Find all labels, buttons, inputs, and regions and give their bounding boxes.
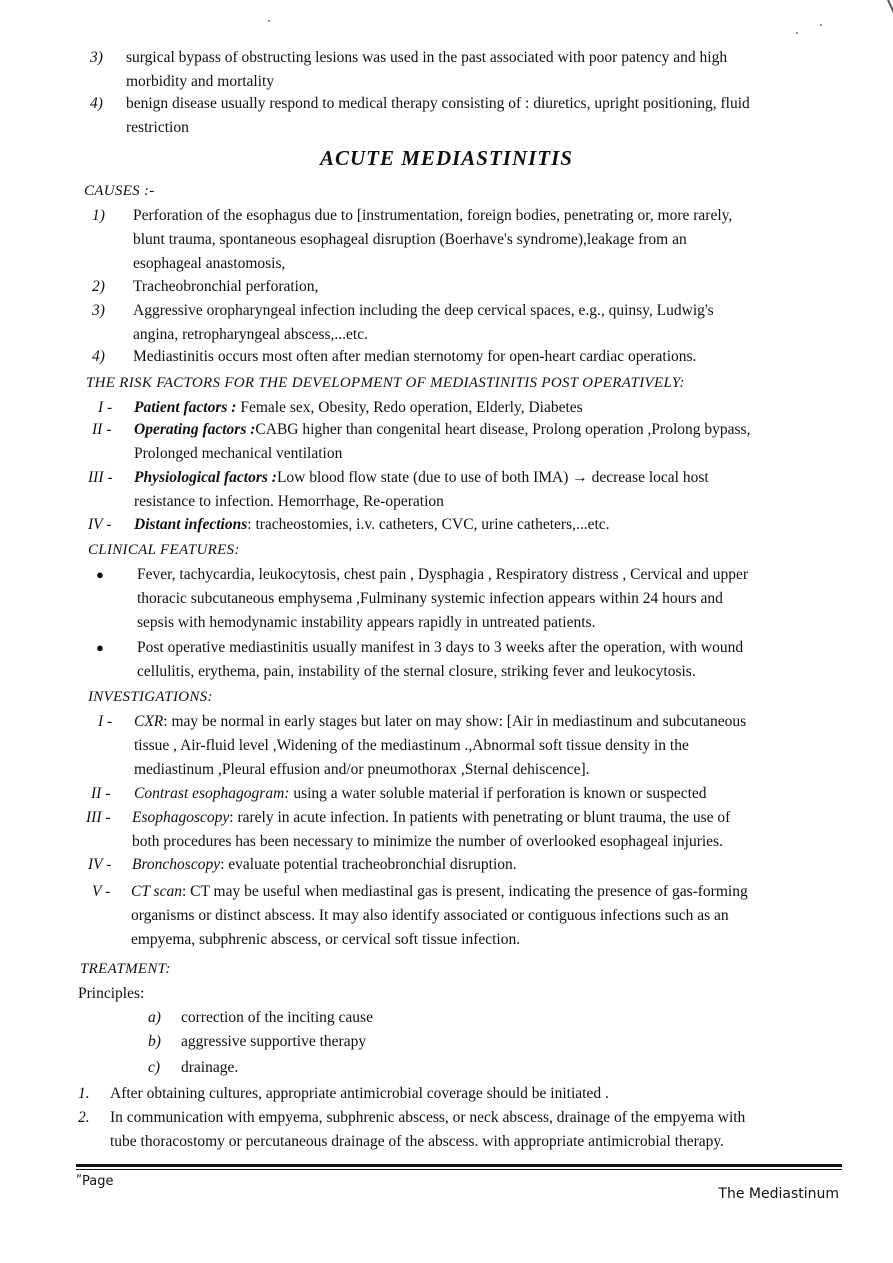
section-heading: THE RISK FACTORS FOR THE DEVELOPMENT OF MEDIASTINITIS POST OPERATIVELY: [86, 375, 685, 391]
list-number: IV - [88, 516, 112, 533]
item-label: Operating factors : [134, 421, 256, 438]
list-number: II - [91, 785, 111, 802]
list-line: esophageal anastomosis, [133, 255, 286, 272]
section-heading: INVESTIGATIONS: [88, 689, 213, 705]
list-line [134, 710, 746, 734]
item-text: Low blood flow state (due to use of both IMA) → decrease local host [276, 469, 709, 486]
list-line: After obtaining cultures, appropriate antimicrobial coverage should be initiated . [110, 1085, 609, 1102]
list-line: mediastinum ,Pleural effusion and/or pneumothorax ,Sternal dehiscence]. [134, 761, 590, 778]
item-label: CXR [134, 713, 164, 730]
list-line: Fever, tachycardia, leukocytosis, chest pain , Dysphagia , Respiratory distress , Cervical and upper [137, 566, 749, 583]
list-line: sepsis with hemodynamic instability appears rapidly in untreated patients. [137, 614, 596, 631]
list-line [131, 880, 748, 904]
list-line: aggressive supportive therapy [181, 1033, 367, 1050]
footer-divider [76, 1169, 842, 1170]
list-number: I - [98, 399, 113, 416]
list-line [134, 466, 709, 490]
list-number: 4) [92, 348, 105, 365]
list-line [134, 396, 583, 420]
list-line: resistance to infection. Hemorrhage, Re-operation [134, 493, 444, 510]
list-line: restriction [126, 119, 189, 136]
list-number: V - [92, 883, 111, 900]
list-line [132, 853, 517, 877]
list-line: In communication with empyema, subphrenic abscess, or neck abscess, drainage of the empyema with [110, 1109, 746, 1126]
scan-dot [796, 32, 798, 34]
section-heading: CLINICAL FEATURES: [88, 542, 240, 558]
list-line [134, 782, 707, 806]
list-line [132, 806, 730, 830]
page-number: ʺPage [76, 1174, 114, 1189]
list-line: blunt trauma, spontaneous esophageal disruption (Boerhave's syndrome),leakage from an [133, 231, 687, 248]
list-line: cellulitis, erythema, pain, instability of the sternal closure, striking fever and leukocytosis. [137, 663, 696, 680]
list-number: 2. [78, 1109, 90, 1126]
list-number: I - [98, 713, 113, 730]
list-line: Prolonged mechanical ventilation [134, 445, 343, 462]
chapter-title: The Mediastinum [718, 1186, 839, 1202]
item-label: Esophagoscopy [132, 809, 230, 826]
principles-label: Principles: [78, 985, 145, 1002]
list-number: III - [86, 809, 111, 826]
list-number: 1. [78, 1085, 90, 1102]
list-number: 4) [90, 95, 103, 112]
list-line: correction of the inciting cause [181, 1009, 373, 1026]
item-label: Contrast esophagogram: [134, 785, 290, 802]
item-text: using a water soluble material if perforation is known or suspected [289, 785, 707, 802]
list-number: a) [148, 1009, 161, 1026]
item-text: : CT may be useful when mediastinal gas is present, indicating the presence of gas-forming [181, 883, 748, 900]
footer-divider [76, 1164, 842, 1167]
list-line [134, 513, 610, 537]
list-line: Mediastinitis occurs most often after median sternotomy for open-heart cardiac operations. [133, 348, 697, 365]
list-line: tissue , Air-fluid level ,Widening of the mediastinum .,Abnormal soft tissue density in the [134, 737, 689, 754]
item-label: Distant infections [134, 516, 248, 533]
list-line: drainage. [181, 1059, 239, 1076]
bullet-icon: ● [96, 567, 104, 582]
item-label: Bronchoscopy [132, 856, 221, 873]
list-line: morbidity and mortality [126, 73, 275, 90]
item-label: Patient factors : [134, 399, 237, 416]
list-line: Perforation of the esophagus due to [instrumentation, foreign bodies, penetrating or, more rarely, [133, 207, 733, 224]
list-line: tube thoracostomy or percutaneous drainage of the abscess. with appropriate antimicrobial therapy. [110, 1133, 725, 1150]
section-heading: TREATMENT: [80, 961, 171, 977]
list-number: 3) [90, 49, 103, 66]
item-text: : tracheostomies, i.v. catheters, CVC, urine catheters,...etc. [247, 516, 610, 533]
list-number: III - [88, 469, 113, 486]
section-heading: CAUSES :- [84, 183, 155, 199]
list-number: 3) [92, 302, 105, 319]
scan-mark [887, 0, 893, 33]
list-number: IV - [88, 856, 112, 873]
list-line: Tracheobronchial perforation, [133, 278, 319, 295]
list-line: both procedures has been necessary to minimize the number of overlooked esophageal injuries. [132, 833, 723, 850]
page-title: ACUTE MEDIASTINITIS [320, 146, 573, 170]
list-line: angina, retropharyngeal abscess,...etc. [133, 326, 368, 343]
list-line: empyema, subphrenic abscess, or cervical soft tissue infection. [131, 931, 521, 948]
item-text: : may be normal in early stages but later on may show: [Air in mediastinum and subcutaneous [163, 713, 747, 730]
list-line: Aggressive oropharyngeal infection including the deep cervical spaces, e.g., quinsy, Ludwig's [133, 302, 714, 319]
item-text: CABG higher than congenital heart disease, Prolong operation ,Prolong bypass, [255, 421, 751, 438]
item-text: Female sex, Obesity, Redo operation, Elderly, Diabetes [236, 399, 583, 416]
item-label: CT scan [131, 883, 182, 900]
item-text: : evaluate potential tracheobronchial disruption. [220, 856, 517, 873]
list-line: Post operative mediastinitis usually manifest in 3 days to 3 weeks after the operation, with wound [137, 639, 744, 656]
list-number: c) [148, 1059, 161, 1076]
list-line: thoracic subcutaneous emphysema ,Fulminany systemic infection appears within 24 hours and [137, 590, 723, 607]
scan-dot [820, 24, 822, 26]
item-text: : rarely in acute infection. In patients with penetrating or blunt trauma, the use of [229, 809, 731, 826]
scan-dot [268, 20, 270, 22]
list-line: organisms or distinct abscess. It may also identify associated or contiguous infections such as an [131, 907, 729, 924]
list-number: b) [148, 1033, 161, 1050]
list-number: 1) [92, 207, 105, 224]
list-number: II - [92, 421, 112, 438]
list-number: 2) [92, 278, 105, 295]
list-line [134, 418, 750, 442]
list-line: benign disease usually respond to medical therapy consisting of : diuretics, upright positioning, fluid [126, 95, 750, 112]
list-line: surgical bypass of obstructing lesions was used in the past associated with poor patency and high [126, 49, 728, 66]
item-label: Physiological factors : [134, 469, 277, 486]
bullet-icon: ● [96, 640, 104, 655]
